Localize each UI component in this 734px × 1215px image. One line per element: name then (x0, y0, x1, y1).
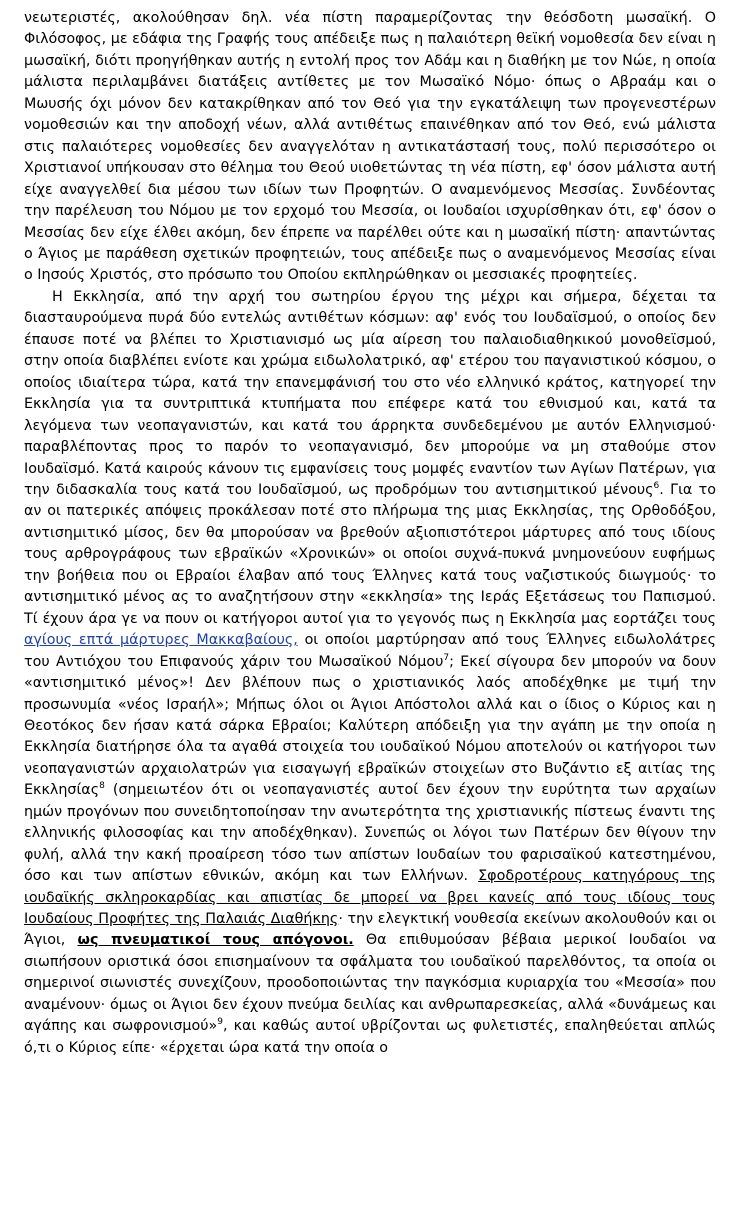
paragraph-2-text-1: Η Εκκλησία, από την αρχή του σωτηρίου έργου της μέχρι και σήμερα, δέχεται τα διασταυρούμενα πυρά δύο εντελώς αντιθέτων κόσμων: αφ' ενός του Ιουδαϊσμού, ο οποίος δεν έπαυσε ποτέ να βλέπει το Χριστιανισμό ως μία αίρεση του παλαιοδιαθηκικού μονοθεϊσμού, στην οποία διαβλέπει ενίοτε και χρώμα ειδωλολατρικό, αφ' ετέρου του παγανιστικού κόσμου, ο οποίος ιδιαίτερα τώρα, κατά την επανεμφάνισή του στο νέο ελληνικό κράτος, κατηγορεί την Εκκλησία για τα συντριπτικά κτυπήματα που επέφερε κατά του εθνισμού και, κατά τα λεγόμενα των νεοπαγανιστών, και κατά του άρρηκτα συνδεδεμένου με αυτόν Ελληνισμού· παραβλέποντας προς το παρόν το νεοπαγανισμό, δεν μπορούμε να μη σταθούμε στον Ιουδαϊσμό. Κατά καιρούς κάνουν τις εμφανίσεις τους μομφές εναντίον των Αγίων Πατέρων, για την διδασκαλία τους κατά του Ιουδαϊσμού, ως προδρόμων του αντισημιτικού μένους (24, 288, 716, 498)
footnote-ref-6[interactable]: 6 (653, 481, 660, 492)
paragraph-1: νεωτεριστές, ακολούθησαν δηλ. νέα πίστη παραμερίζοντας την θεόσδοτη μωσαϊκή. Ο Φιλόσοφος, με εδάφια της Γραφής τους απέδειξε πως η παλαιότερη θεϊκή νομοθεσία δεν είναι η μωσαϊκή, διότι προηγήθηκαν αυτής η εντολή προς τον Αδάμ και η διαθήκη με τον Νώε, η οποία μάλιστα περιλαμβάνει διατάξεις αντίθετες με τον Μωσαϊκό Νόμο· όπως ο Αβραάμ και ο Μωυσής όχι μόνον δεν κατακρίθηκαν από τον Θεό για την εγκατάλειψη των προγενεστέρων νομοθεσιών και την αποδοχή νέων, αλλά αντιθέτως επαινέθηκαν από τον Θεό, ενώ μάλιστα στις παλαιότερες νομοθεσίες δεν αναγγελόταν η αντικατάστασή τους, πολύ περισσότερο οι Χριστιανοί υπήκουσαν στο θέλημα του Θεού υιοθετώντας τη νέα πίστη, εφ' όσον μάλιστα αυτή είχε αναγγελθεί δια μέσου των ιδίων των Προφητών. Ο αναμενόμενος Μεσσίας. Συνδέοντας την παρέλευση του Νόμου με τον ερχομό του Μεσσία, οι Ιουδαίοι ισχυρίσθηκαν ότι, εφ' όσον ο Μεσσίας δεν είχε έλθει ακόμη, δεν έπρεπε να παρέλθει ούτε και η μωσαϊκή πίστη· απαντώντας ο Άγιος με παράθεση σχετικών προφητειών, τους απέδειξε πως ο αναμενόμενος Μεσσίας είναι ο Ιησούς Χριστός, στο πρόσωπο του Οποίου εκπληρώθηκαν οι μεσσιακές προφητείες. (24, 10, 716, 284)
paragraph-2-text-5: (σημειωτέον ότι οι νεοπαγανιστές αυτοί δεν έχουν την ευρύτητα των αρχαίων ημών προγόνων που συνειδητοποίησαν την ανωτερότητα της χριστιανικής πίστεως έναντι της ελληνικής φιλοσοφίας και την αποδέχθηκαν). Συνεπώς οι λόγοι των Πατέρων δεν θίγουν την φυλή, αλλά την κακή προαίρεση τόσο των απίστων Ιουδαίων του φαρισαϊκού κατεστημένου, όσο και των απίστων εθνικών, ακόμη και των Ελλήνων. (24, 782, 716, 885)
bold-underlined-phrase: ως πνευματικοί τους απόγονοι. (77, 932, 354, 949)
paragraph-2-text-7: Θα επιθυμούσαν βέβαια μερικοί Ιουδαίοι να σιωπήσουν οριστικά όσοι επισημαίνουν τα σφάλματα του ιουδαϊκού παρελθόντος, τα οποία οι σημερινοί σιωνιστές συνεχίζουν, προοδοποιώντας την παγκόσμια κυριαρχία του «Μεσσία» που αναμένουν· όμως οι Άγιοι δεν έχουν πνεύμα δειλίας και ανθρωπαρεσκείας, αλλά «δυνάμεως και αγάπης και σωφρονισμού» (24, 932, 717, 1035)
paragraph-2-text-6: · την ελεγκτική νουθεσία εκείνων ακολουθούν και οι Άγιοι, (24, 911, 716, 949)
paragraph-2-text-4: ; Εκεί σίγουρα δεν μπορούν να δουν «αντισημιτικό μένος»! Δεν βλέπουν πως ο χριστιανικός λαός αποδέχθηκε με τιμή την προσωνυμία «νέος Ισραήλ»; Μήπως όλοι οι Άγιοι Απόστολοι αλλά και ο ίδιος ο Κύριος και η Θεοτόκος δεν ήσαν κατά σάρκα Εβραίοι; Καλύτερη απόδειξη για την αγάπη με την οποία η Εκκλησία διατήρησε όλα τα αγαθά στοιχεία του ιουδαϊκού Νόμου αποτελούν οι κατήγοροι των νεοπαγανιστών αρχαιολατρών για εισαγωγή εβραϊκών στοιχείων στο Βυζάντιο εξ αιτίας της Εκκλησίας (24, 653, 716, 799)
paragraph-2-text-2: . Για το αν οι πατερικές απόψεις προκάλεσαν ποτέ στο πλήρωμα της μιας Εκκλησίας, της Ορθοδόξου, αντισημιτικό μίσος, δεν θα μπορούσαν να βρεθούν αξιοπιστότεροι μάρτυρες από τους ιδίους τους αρθρογράφους των εβραϊκών «Χρονικών» οι οποίοι συχνά-πυκνά μνημονεύουν ευφήμως την βοήθεια που οι Εβραίοι έλαβαν από τους Έλληνες κατά τους ναζιστικούς διωγμούς· το αντισημιτικό μένος ας το αναζητήσουν στην «εκκλησία» της Ιεράς Εξετάσεως του Παπισμού. Τί έχουν άρα γε να πουν οι κατήγοροι αυτοί για το γεγονός πως η Εκκλησία μας εορτάζει τους (24, 481, 716, 627)
paragraph-2-text-3: οι οποίοι μαρτύρησαν από τους Έλληνες ειδωλολάτρες του Αντιόχου του Επιφανούς χάριν του Μωσαϊκού Νόμου (24, 632, 716, 670)
footnote-ref-7[interactable]: 7 (443, 652, 450, 663)
footnote-ref-8[interactable]: 8 (99, 781, 105, 792)
paragraph-2-text-8: , και καθώς αυτοί υβρίζονται ως φυλετιστές, επαληθεύεται απλώς ό,τι ο Κύριος είπε· «έρχεται ώρα κατά την οποία ο (24, 1018, 716, 1056)
underlined-passage: Σφοδροτέρους κατηγόρους της ιουδαϊκής σκληροκαρδίας και απιστίας δε μπορεί να βρει κανείς από τους ιδίους τους Ιουδαίους Προφήτες της Παλαιάς Διαθήκης (24, 868, 716, 928)
paragraph-2 (24, 287, 716, 1059)
footnote-ref-9[interactable]: 9 (217, 1017, 223, 1028)
maccabees-martyrs-link[interactable]: αγίους επτά μάρτυρες Μακκαβαίους, (24, 632, 298, 649)
